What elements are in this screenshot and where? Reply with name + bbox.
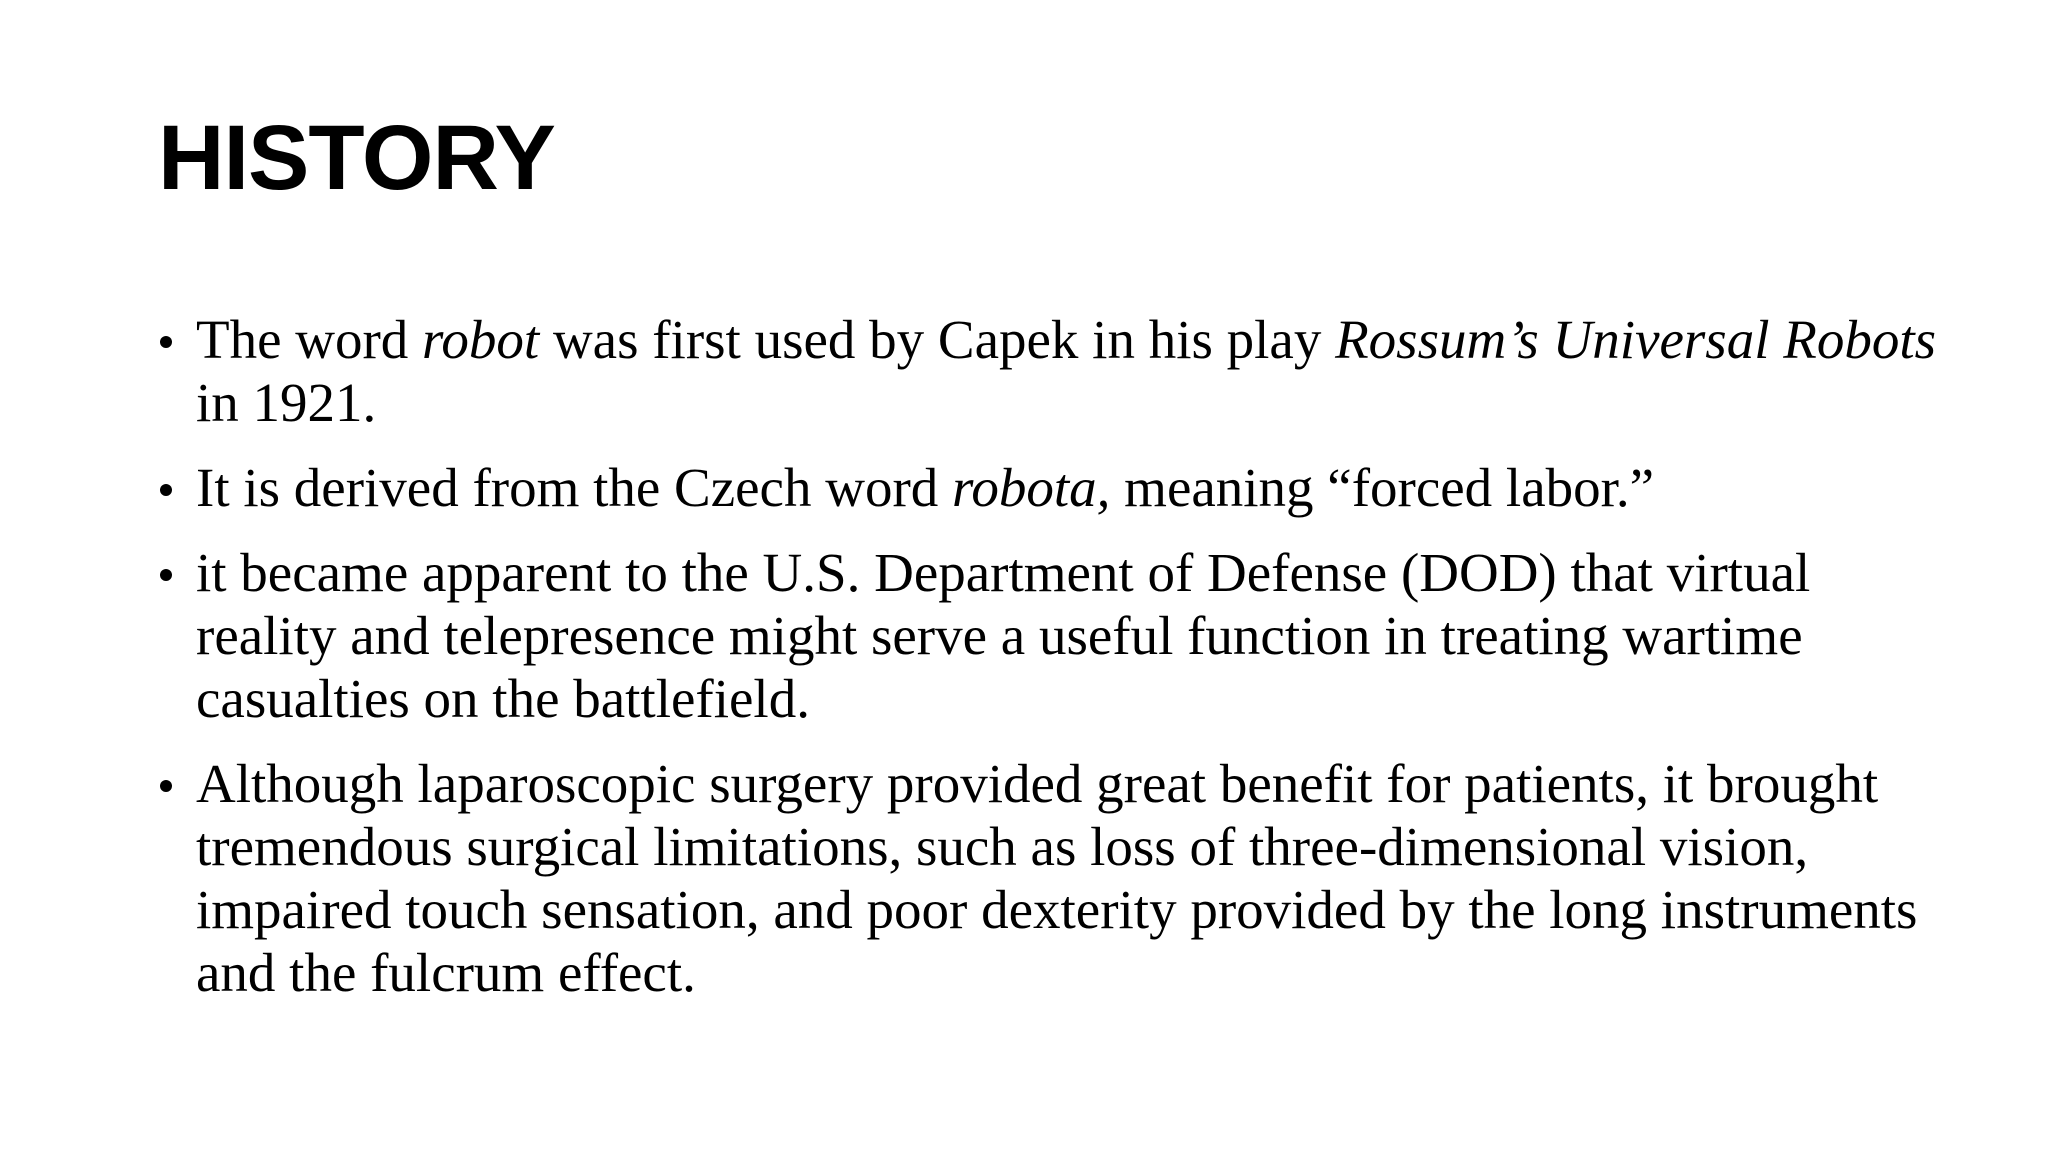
slide-title: HISTORY [158,107,555,209]
bullet-text-segment-italic: robota, [952,457,1111,518]
bullet-icon [160,336,172,348]
bullet-icon [160,484,172,496]
bullet-item [158,752,1938,1004]
bullet-icon [160,780,172,792]
bullet-list [158,308,1938,1004]
bullet-text-segment: The word [196,309,423,370]
bullet-text-segment: was first used by Capek in his play [539,309,1336,370]
bullet-text-segment: it became apparent to the U.S. Department of Defense (DOD) that virtual reality and telepresence might serve a useful function in treating wartime casualties on the battlefield. [196,542,1811,729]
bullet-item [158,308,1938,434]
bullet-text-segment: Although laparoscopic surgery provided great benefit for patients, it brought tremendous surgical limitations, such as loss of three-dimensional vision, impaired touch sensation, and poor dexterity provided by the long instruments and the fulcrum effect. [196,753,1918,1003]
bullet-text-segment-italic: Rossum’s Universal Robots [1335,309,1937,370]
bullet-text-segment-italic: robot [422,309,540,370]
bullet-item [158,541,1938,730]
bullet-text-segment: in 1921. [196,372,377,433]
bullet-text-segment: It is derived from the Czech word [196,457,953,518]
bullet-icon [160,569,172,581]
bullet-item [158,456,1938,519]
bullet-text-segment: meaning “forced labor.” [1110,457,1655,518]
